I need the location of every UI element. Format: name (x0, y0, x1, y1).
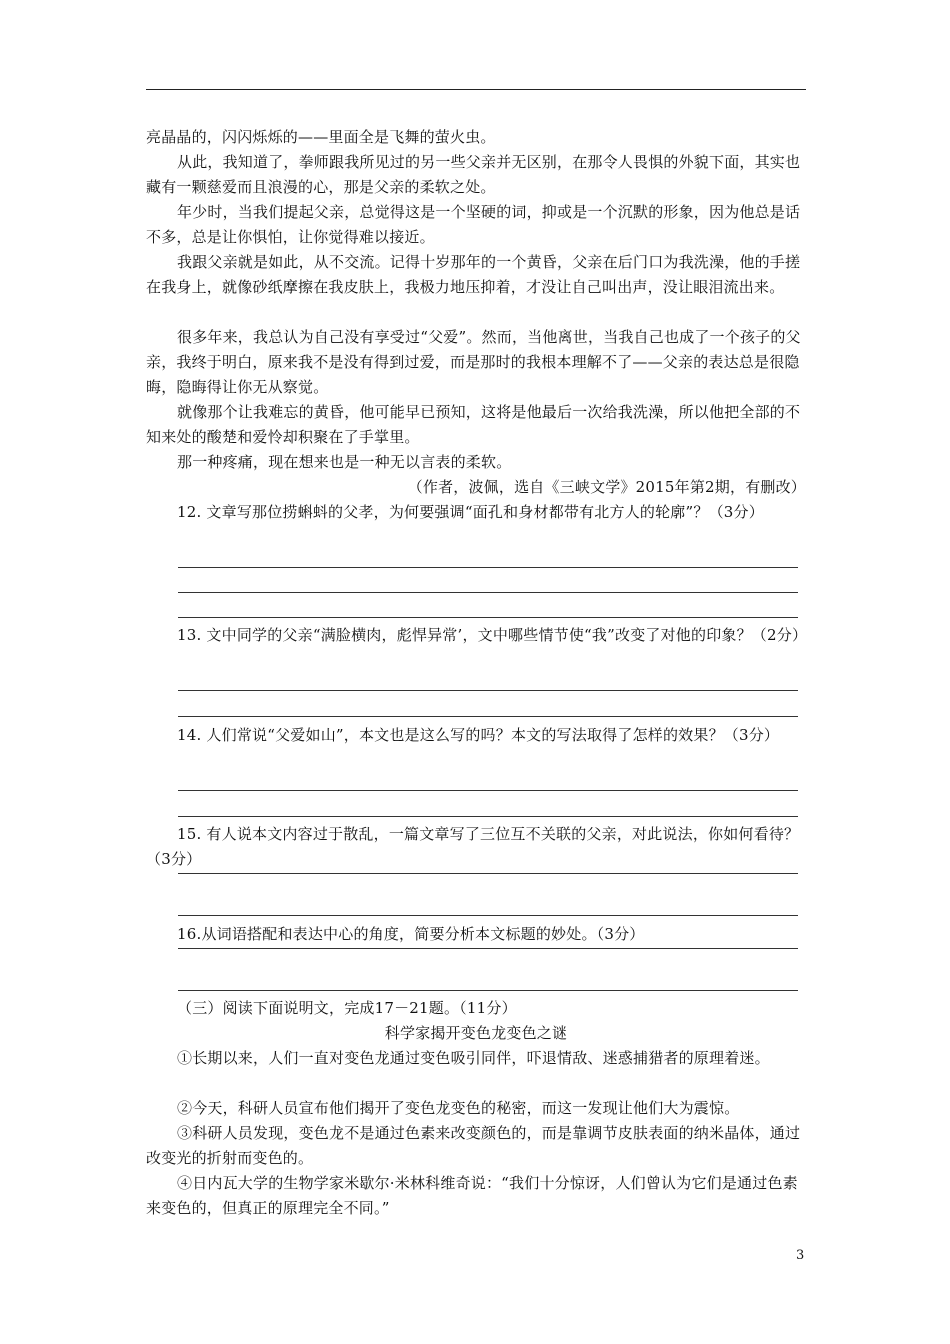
answer-line (178, 567, 798, 568)
passage-paragraph-4: 我跟父亲就是如此，从不交流。记得十岁那年的一个黄昏，父亲在后门口为我洗澡，他的手搓在我身上，就像砂纸摩擦在我皮肤上，我极力地压抑着，才没让自己叫出声，没让眼泪流出来。 (146, 253, 801, 296)
article-title: 科学家揭开变色龙变色之谜 (384, 1024, 568, 1042)
section-3-heading: （三）阅读下面说明文，完成17－21题。（11分） (177, 999, 517, 1017)
passage-paragraph-3: 年少时，当我们提起父亲，总觉得这是一个坚硬的词，抑或是一个沉默的形象，因为他总是话不多，总是让你惧怕，让你觉得难以接近。 (146, 203, 801, 246)
answer-line (178, 816, 798, 817)
passage-paragraph-2: 从此，我知道了，拳师跟我所见过的另一些父亲并无区别，在那令人畏惧的外貌下面，其实也藏有一颗慈爱而且浪漫的心，那是父亲的柔软之处。 (146, 153, 801, 196)
answer-line (178, 948, 798, 949)
question-14: 14. 人们常说“父爱如山”，本文也是这么写的吗？本文的写法取得了怎样的效果？（3分） (177, 726, 780, 744)
question-12: 12. 文章写那位捞蝌蚪的父孝，为何要强调“面孔和身材都带有北方人的轮廓”？（3分） (177, 503, 764, 521)
answer-line (178, 790, 798, 791)
question-13: 13. 文中同学的父亲“满脸横肉，彪悍异常’，文中哪些情节使“我”改变了对他的印象？（2分） (177, 626, 808, 644)
passage-paragraph-5: 很多年来，我总认为自己没有享受过“父爱”。然而，当他离世，当我自己也成了一个孩子的父亲，我终于明白，原来我不是没有得到过爱，而是那时的我根本理解不了——父亲的表达总是很隐晦，隐晦得让你无从察觉。 (146, 328, 801, 396)
passage-paragraph-6: 就像那个让我难忘的黄昏，他可能早已预知，这将是他最后一次给我洗澡，所以他把全部的不知来处的酸楚和爱怜却积聚在了手掌里。 (146, 403, 801, 446)
question-15: 15. 有人说本文内容过于散乱，一篇文章写了三位互不关联的父亲，对此说法，你如何看待？（3分） (146, 825, 800, 868)
article-paragraph-2: ②今天，科研人员宣布他们揭开了变色龙变色的秘密，而这一发现让他们大为震惊。 (177, 1099, 740, 1117)
passage-source: （作者，波佩，选自《三峡文学》2015年第2期，有删改） (407, 478, 806, 496)
answer-line (178, 873, 798, 874)
answer-line (178, 690, 798, 691)
article-paragraph-1: ①长期以来，人们一直对变色龙通过变色吸引同伴，吓退情敌、迷惑捕猎者的原理着迷。 (177, 1049, 770, 1067)
page-number: 3 (796, 1248, 805, 1263)
answer-line (178, 990, 798, 991)
answer-line (178, 592, 798, 593)
answer-line (178, 915, 798, 916)
passage-paragraph-1: 亮晶晶的，闪闪烁烁的——里面全是飞舞的萤火虫。 (146, 128, 496, 146)
answer-line (178, 617, 798, 618)
article-paragraph-4: ④日内瓦大学的生物学家米歇尔·米林科维奇说：“我们十分惊讶，人们曾认为它们是通过色素来变色的，但真正的原理完全不同。” (146, 1174, 798, 1217)
passage-paragraph-7: 那一种疼痛，现在想来也是一种无以言表的柔软。 (177, 453, 512, 471)
article-paragraph-3: ③科研人员发现，变色龙不是通过色素来改变颜色的，而是靠调节皮肤表面的纳米晶体，通过改变光的折射而变色的。 (146, 1124, 801, 1167)
header-rule (146, 89, 806, 90)
question-16: 16.从词语搭配和表达中心的角度，简要分析本文标题的妙处。（3分） (177, 925, 645, 943)
answer-line (178, 716, 798, 717)
